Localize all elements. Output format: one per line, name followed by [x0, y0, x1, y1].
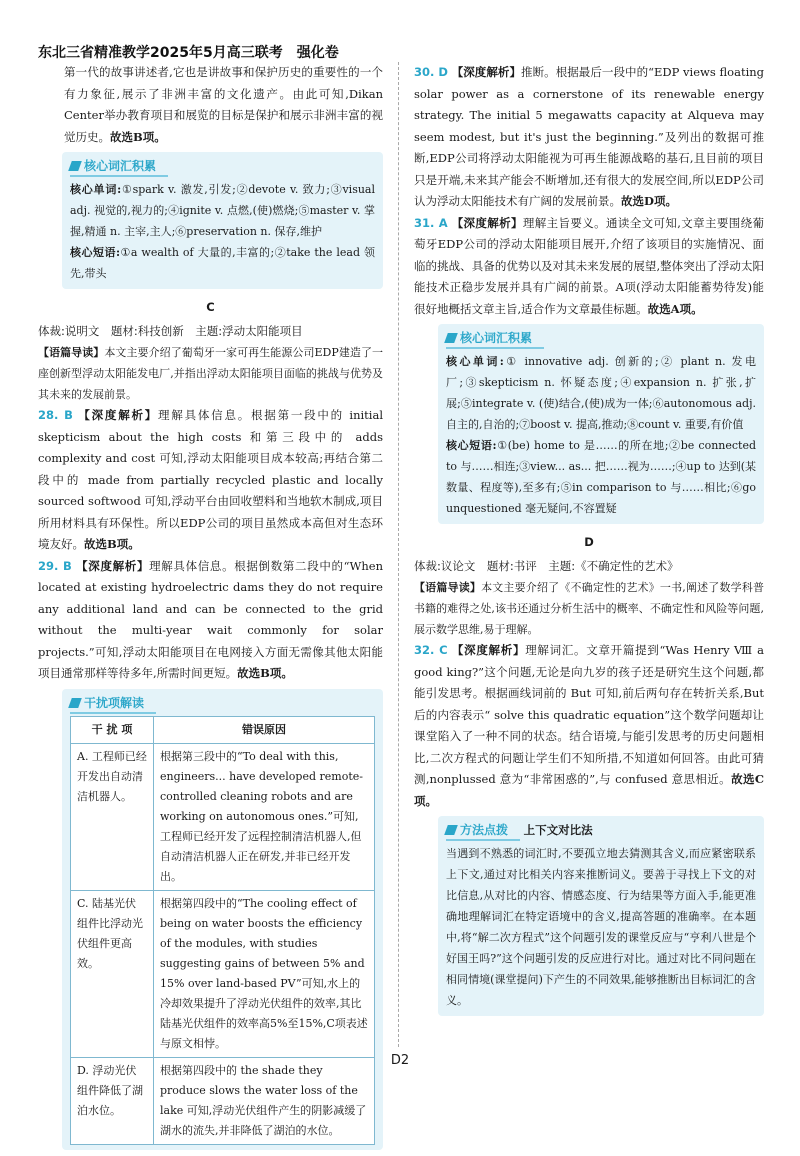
distractor-table: [70, 716, 375, 1145]
method-header: [446, 819, 756, 843]
table-cell-reason: 根据第四段中的“The cooling effect of being on water boosts the efficiency of the modules, with studies suggesting gains of between 5% and 15% over land-based PV”可知,水上的冷却效果提升了浮动光伏组件的效率,其比陆基光伏组件的效率高5%至15%,C项表述与原文相悖。: [154, 890, 375, 1057]
vocab2-phrases: 核心短语:①(be) home to 是……的所在地;②be connected to 与……相连;③view... as... 把……视为……;④up to 达到(某数量、程度等),至多有;⑤in comparison to 与……相比;⑥go unquestioned 毫无疑问,不容置疑: [446, 439, 757, 515]
section-c-letter: C: [206, 300, 215, 314]
vocab2-words: 核心单词:① innovative adj. 创新的;② plant n. 发电厂;③skepticism n. 怀疑态度;④expansion n. 扩张,扩展;⑤integrate v. (使)结合,(使)成为一体;⑥autonomous adj. 自主的,自治的;⑦boost v. 提高,推动;⑧count v. 重要,有价值: [446, 355, 756, 431]
table-header-row: [71, 716, 375, 743]
table-header-reason: 错误原因: [154, 716, 375, 743]
vocab1-phrases: 核心短语:①a wealth of 大量的,丰富的;②take the lead 领先,带头: [70, 246, 375, 280]
method-tag: 方法点拨: [446, 821, 520, 841]
section-d-meta: 体裁:议论文 题材:书评 主题:《不确定性的艺术》: [414, 558, 679, 573]
distractor-tag: 干扰项解读: [70, 694, 156, 714]
table-cell-option: C. 陆基光伏组件比浮动光伏组件更高效。: [71, 890, 154, 1057]
right-column: [414, 62, 764, 1022]
method-title: 上下文对比法: [523, 823, 593, 837]
pen-icon: [68, 161, 82, 171]
section-d-guide: 【语篇导读】本文主要介绍了《不确定性的艺术》一书,阐述了数学科普书籍的难得之处,该书还通过分析生活中的概率、不确定性和风险等问题,展示数学思维,易于理解。: [414, 581, 765, 636]
page-header: 东北三省精准教学2025年5月高三联考 强化卷: [38, 45, 339, 61]
table-row: [71, 890, 375, 1057]
page-number: D2: [390, 1053, 410, 1068]
section-d-letter: D: [584, 535, 594, 549]
vocab-tag-1: 核心词汇积累: [70, 157, 168, 177]
q29: 29. B 【深度解析】理解具体信息。根据倒数第二段中的“When located at existing hydroelectric dams they do not require any additional land and can be connected to the grid without the multi-year wait commonly for solar projects.”可知,浮动太阳能项目在电网接入方面无需像其他太阳能项目通常那样等待多年,所需时间更短。故选B项。: [38, 558, 383, 680]
column-divider: [398, 62, 399, 1047]
table-cell-reason: 根据第三段中的“To deal with this, engineers... have developed remote-controlled cleaning robots and are working on autonomous ones.”可知,工程师已经开发了远程控制清洁机器人,但自动清洁机器人正在研发,并非已经开发出。: [154, 743, 375, 890]
table-header-option: 干 扰 项: [71, 716, 154, 743]
distractor-box: [62, 689, 383, 1150]
vocab1-words: 核心单词:①spark v. 激发,引发;②devote v. 致力;③visual adj. 视觉的,视力的;④ignite v. 点燃,(使)燃烧;⑤master v. 掌握,精通 n. 主宰,主人;⑥preservation n. 保存,维护: [70, 183, 376, 238]
q31: 31. A 【深度解析】理解主旨要义。通读全文可知,文章主要围绕葡萄牙EDP公司的浮动太阳能项目展开,介绍了该项目的实施情况、面临的挑战、具备的优势以及对其未来发展的展望,整体突出了浮动太阳能技术正稳步发展并具有广阔的前景。A项(浮动太阳能蓄势待发)能很好地概括文章主旨,适合作为文章最佳标题。故选A项。: [414, 215, 765, 316]
section-c-guide: 【语篇导读】本文主要介绍了葡萄牙一家可再生能源公司EDP建造了一座创新型浮动太阳能发电厂,并指出浮动太阳能项目面临的挑战与优势及其未来的发展前景。: [38, 346, 384, 401]
method-box: [438, 816, 764, 1016]
vocab-box-2: [438, 324, 764, 524]
table-cell-option: A. 工程师已经开发出自动清洁机器人。: [71, 743, 154, 890]
left-column: [38, 62, 383, 1156]
vocab-box-1: [62, 152, 383, 289]
q28: 28. B 【深度解析】理解具体信息。根据第一段中的 initial skepticism about the high costs 和第三段中的 adds complexity and cost 可知,浮动太阳能项目成本较高;再结合第二段中的 made from partially recycled plastic and locally sourced softwood 可知,浮动平台由回收塑料和当地软木制成,项目所用材料具有环保性。所以EDP公司的项目虽然成本高但对生态环境友好。故选B项。: [38, 408, 383, 551]
top-paragraph: 第一代的故事讲述者,它也是讲故事和保护历史的重要性的一个有力象征,展示了非洲丰富的文化遗产。由此可知,Dikan Center举办教育项目和展览的目标是保护和展示非洲丰富的视觉历史。故选B项。: [64, 65, 383, 144]
table-cell-option: D. 浮动光伏组件降低了湖泊水位。: [71, 1057, 154, 1144]
table-row: [71, 1057, 375, 1144]
q30: 30. D 【深度解析】推断。根据最后一段中的“EDP views floating solar power as a cornerstone of its renewable energy strategy. The initial 5 megawatts capacity at Alqueva may seem modest, but it's just the beginning.”及列出的数据可推断,EDP公司将浮动太阳能视为可再生能源战略的基石,且目前的项目只是开端,未来其产能会不断增加,还有很大的发展空间,所以EDP公司认为浮动太阳能技术有广阔的发展前景。故选D项。: [414, 65, 765, 208]
method-text: 当遇到不熟悉的词汇时,不要孤立地去猜测其含义,而应紧密联系上下文,通过对比相关内容来推断词义。要善于寻找上下文的对比信息,从对比的内容、情感态度、行为结果等方面入手,能更准确地理解词汇在特定语境中的含义,提高答题的准确率。在本题中,将“解二次方程式”这个问题引发的课堂反应与“亨利八世是个好国王吗?”这个问题引发的反应进行对比。通过对比不同问题在相同情境(课堂提问)下产生的不同效果,能够推断出目标词汇的含义。: [446, 847, 756, 1007]
top-answer: 故选B项。: [110, 129, 166, 144]
table-cell-reason: 根据第四段中的 the shade they produce slows the water loss of the lake 可知,浮动光伏组件产生的阴影减缓了湖水的流失,并非降低了湖泊的水位。: [154, 1057, 375, 1144]
pen-icon: [68, 698, 82, 708]
pen-icon: [444, 333, 458, 343]
pen-icon: [444, 825, 458, 835]
q32: 32. C 【深度解析】理解词汇。文章开篇提到“Was Henry Ⅷ a good king?”这个问题,无论是向九岁的孩子还是研究生这个问题,都能引发思考。根据画线词前的 But 可知,前后两句存在转折关系,But后的内容表示“ solve this quadratic equation”这个数学问题却让课堂陷入了一种不同的状态。结合语境,与能引发思考的历史问题相比,二次方程式的问题让学生们不知所措,不知道如何回答。由此可猜测,nonplussed 意为“非常困惑的”,与 confused 意思相近。故选C项。: [414, 643, 764, 808]
table-row: [71, 743, 375, 890]
section-c-meta: 体裁:说明文 题材:科技创新 主题:浮动太阳能项目: [38, 323, 303, 338]
vocab-tag-2: 核心词汇积累: [446, 329, 544, 349]
